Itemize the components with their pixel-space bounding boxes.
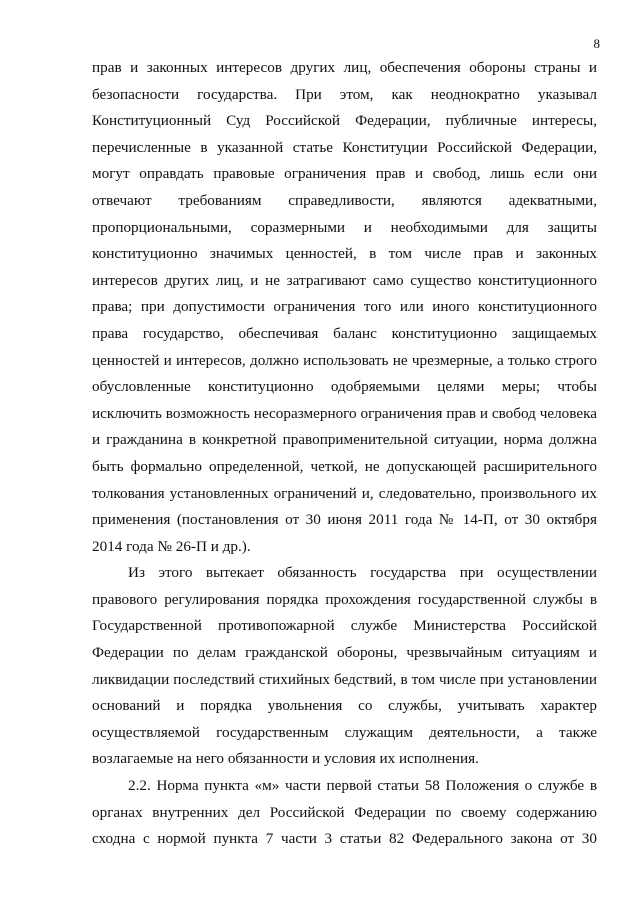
page-number: 8 xyxy=(593,36,600,51)
text-line: исключить возможность несоразмерного ограничения прав и свобод человека xyxy=(92,404,597,422)
text-line: возлагаемые на него обязанности и условия их исполнения. xyxy=(92,750,479,768)
text-line: безопасности государства. При этом, как неоднократно указывал xyxy=(92,85,597,103)
text-line: прав и законных интересов других лиц, обеспечения обороны страны и xyxy=(92,59,597,76)
text-line: ликвидации последствий стихийных бедствий, в том числе при установлении xyxy=(92,670,597,688)
text-line: сходна с нормой пункта 7 части 3 статьи 82 Федерального закона от 30 xyxy=(92,830,597,848)
paragraph-state-obligation xyxy=(92,560,597,773)
text-line: применения (постановления от 30 июня 2011 года № 14-П, от 30 октября xyxy=(92,511,597,529)
text-line: перечисленные в указанной статье Конституции Российской Федерации, xyxy=(92,138,597,156)
text-line: Конституционный Суд Российской Федерации, публичные интересы, xyxy=(92,112,597,130)
text-line: 2.2. Норма пункта «м» части первой статьи 58 Положения о службе в xyxy=(128,777,597,795)
text-line: Из этого вытекает обязанность государства при осуществлении xyxy=(128,564,597,582)
text-line: ценностей и интересов, должно использовать не чрезмерные, а только строго xyxy=(92,351,597,369)
body-text xyxy=(92,55,597,853)
paragraph-section-2-2 xyxy=(92,773,597,853)
text-line: отвечают требованиям справедливости, являются адекватными, xyxy=(92,191,597,209)
text-line: оснований и порядка увольнения со службы, учитывать характер xyxy=(92,697,597,715)
text-line: осуществляемой государственным служащим деятельности, а также xyxy=(92,723,597,741)
text-line: органах внутренних дел Российской Федерации по своему содержанию xyxy=(92,803,597,821)
text-line: пропорциональными, соразмерными и необходимыми для защиты xyxy=(92,218,597,236)
text-line: правового регулирования порядка прохождения государственной службы в xyxy=(92,590,597,608)
text-line: права; при допустимости ограничения того или иного конституционного xyxy=(92,298,597,316)
text-line: права государство, обеспечивая баланс конституционно защищаемых xyxy=(92,324,597,342)
text-line: и гражданина в конкретной правоприменительной ситуации, норма должна xyxy=(92,431,597,449)
text-line: Государственной противопожарной службе Министерства Российской xyxy=(92,617,597,635)
text-line: конституционно значимых ценностей, в том числе прав и законных xyxy=(92,245,597,263)
text-line: Федерации по делам гражданской обороны, чрезвычайным ситуациям и xyxy=(92,644,597,662)
text-line: могут оправдать правовые ограничения прав и свобод, лишь если они xyxy=(92,165,597,183)
text-line: быть формально определенной, четкой, не допускающей расширительного xyxy=(92,457,597,475)
paragraph-constitutional-limits xyxy=(92,55,597,560)
text-line: толкования установленных ограничений и, следовательно, произвольного их xyxy=(92,484,597,502)
text-line: 2014 года № 26-П и др.). xyxy=(92,537,251,555)
text-line: обусловленные конституционно одобряемыми целями меры; чтобы xyxy=(92,378,597,396)
text-line: интересов других лиц, и не затрагивают само существо конституционного xyxy=(92,271,597,289)
